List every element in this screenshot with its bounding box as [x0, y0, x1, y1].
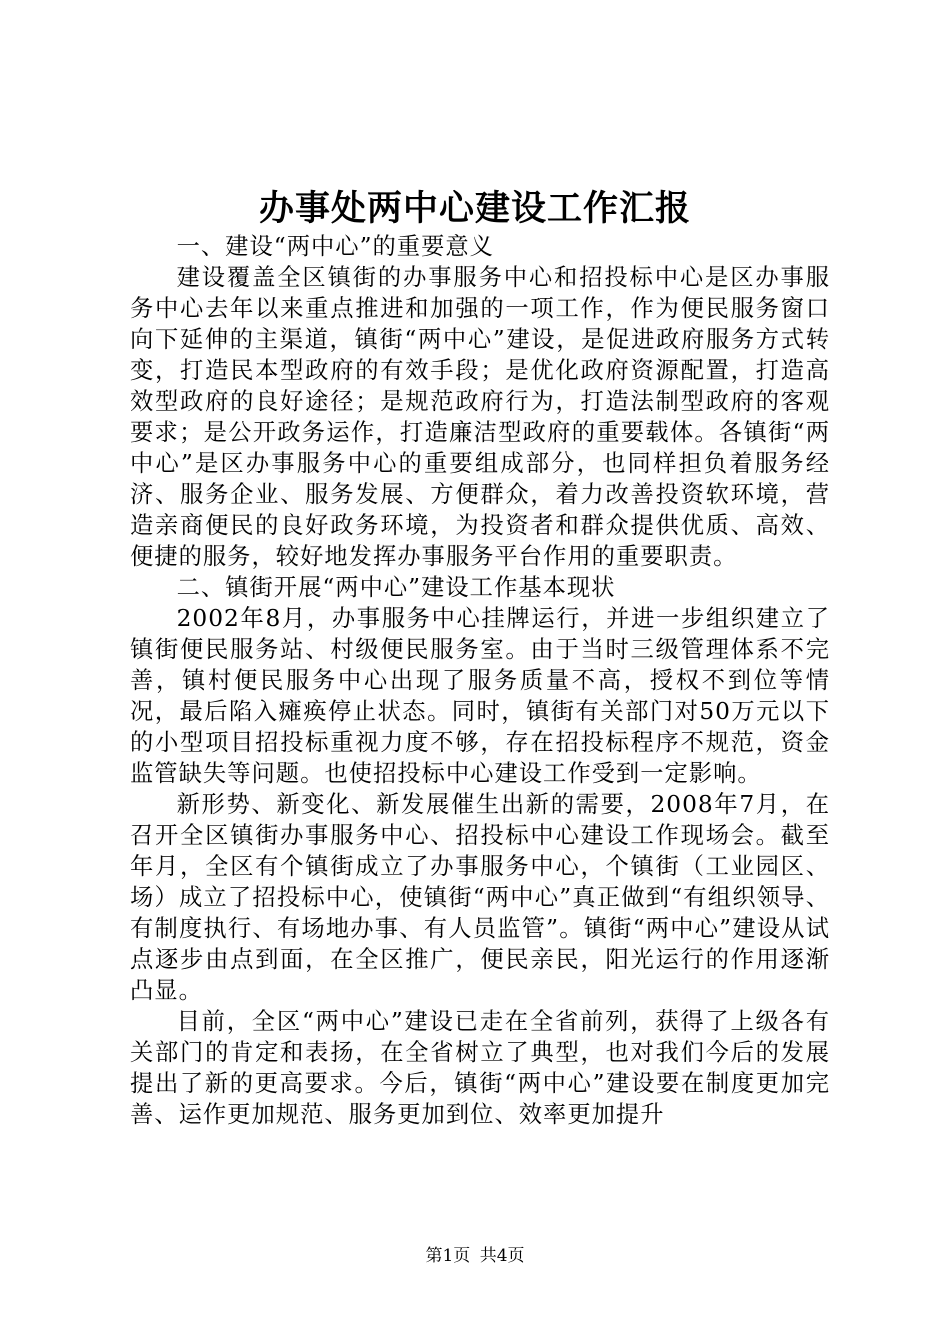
document-body — [130, 231, 830, 1130]
paragraph-progress: 新形势、新变化、新发展催生出新的需要，2008年7月，在召开全区镇街办事服务中心、招投标中心建设工作现场会。截至年月，全区有个镇街成立了办事服务中心，个镇街（工业园区、场）成立了招投标中心，使镇街“两中心”真正做到“有组织领导、有制度执行、有场地办事、有人员监管”。镇街“两中心”建设从试点逐步由点到面，在全区推广，便民亲民，阳光运行的作用逐渐凸显。 — [130, 791, 830, 1004]
page-number: 第1页 — [425, 1246, 471, 1266]
section-heading-2: 二、镇街开展“两中心”建设工作基本现状 — [176, 574, 616, 601]
paragraph-outlook: 目前，全区“两中心”建设已走在全省前列，获得了上级各有关部门的肯定和表扬，在全省树立了典型，也对我们今后的发展提出了新的更高要求。今后，镇街“两中心”建设要在制度更加完善、运作更加规范、服务更加到位、效率更加提升 — [130, 1008, 830, 1128]
paragraph-significance: 建设覆盖全区镇街的办事服务中心和招投标中心是区办事服务中心去年以来重点推进和加强的一项工作，作为便民服务窗口向下延伸的主渠道，镇街“两中心”建设，是促进政府服务方式转变，打造民本型政府的有效手段；是优化政府资源配置，打造高效型政府的良好途径；是规范政府行为，打造法制型政府的客观要求；是公开政务运作，打造廉洁型政府的重要载体。各镇街“两中心”是区办事服务中心的重要组成部分，也同样担负着服务经济、服务企业、服务发展、方便群众，着力改善投资软环境，营造亲商便民的良好政务环境，为投资者和群众提供优质、高效、便捷的服务，较好地发挥办事服务平台作用的重要职责。 — [130, 264, 830, 570]
section-heading-1: 一、建设“两中心”的重要意义 — [176, 233, 494, 260]
paragraph-history: 2002年8月，办事服务中心挂牌运行，并进一步组织建立了镇街便民服务站、村级便民服务室。由于当时三级管理体系不完善，镇村便民服务中心出现了服务质量不高，授权不到位等情况，最后陷入瘫痪停止状态。同时，镇街有关部门对50万元以下的小型项目招投标重视力度不够，存在招投标程序不规范，资金监管缺失等问题。也使招投标中心建设工作受到一定影响。 — [130, 605, 830, 787]
document-title: 办事处两中心建设工作汇报 — [258, 188, 691, 229]
page-total: 共4页 — [479, 1246, 525, 1266]
page-footer — [0, 1244, 950, 1268]
